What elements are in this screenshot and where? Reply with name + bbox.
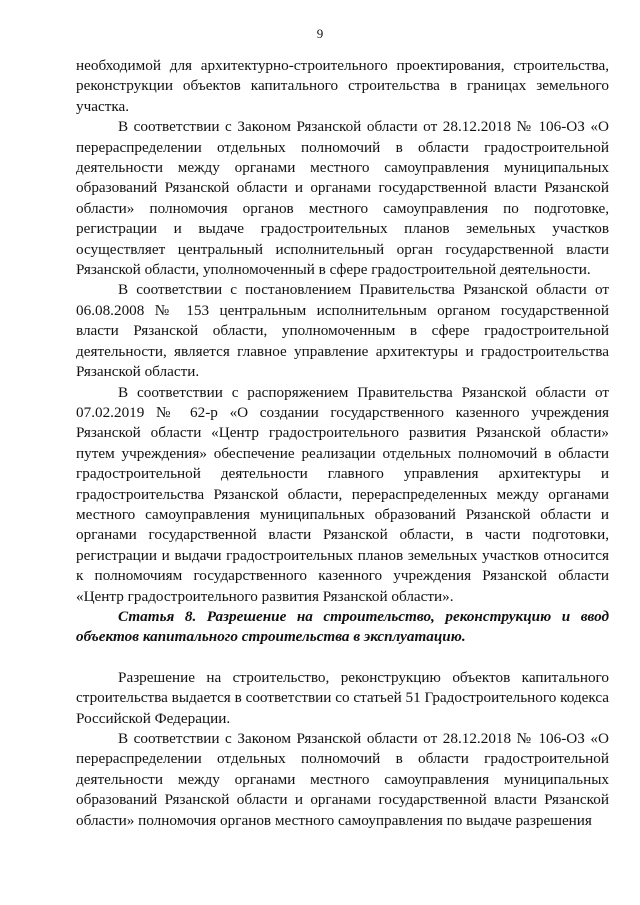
paragraph: В соответствии с Законом Рязанской области от 28.12.2018 № 106-ОЗ «О перераспределении отдельных полномочий в области градостроительной деятельности между органами местного самоуправления муниципальных образований Рязанской области и органами государственной власти Рязанской области» полномочия органов местного самоуправления по подготовке, регистрации и выдаче градостроительных планов земельных участков осуществляет центральный исполнительный орган государственной власти Рязанской области, уполномоченный в сфере градостроительной деятельности. — [76, 118, 609, 279]
paragraph: В соответствии с распоряжением Правительства Рязанской области от 07.02.2019 № 62-р «О создании государственного казенного учреждения Рязанской области «Центр градостроительного развития Рязанской области» путем учреждения» обеспечение реализации отдельных полномочий в области градостроительной деятельности главного управления архитектуры и градостроительства Рязанской области, перераспределенных между органами местного самоуправления муниципальных образований Рязанской области и органами государственной власти Рязанской области, в части подготовки, регистрации и выдачи градостроительных планов земельных участков относится к полномочиям государственного казенного учреждения Рязанской области «Центр градостроительного развития Рязанской области». — [76, 383, 609, 605]
article-heading: Статья 8. Разрешение на строительство, реконструкцию и ввод объектов капитального строительства в эксплуатацию. — [76, 607, 609, 646]
paragraph: В соответствии с Законом Рязанской области от 28.12.2018 № 106-ОЗ «О перераспределении отдельных полномочий в области градостроительной деятельности между органами местного самоуправления муниципальных образований Рязанской области и органами государственной власти Рязанской области» полномочия органов местного самоуправления по выдаче разрешения — [76, 730, 609, 829]
document-body — [76, 56, 609, 831]
page-number: 9 — [316, 26, 324, 41]
paragraph-continuation: необходимой для архитектурно-строительного проектирования, строительства, реконструкции объектов капитального строительства в границах земельного участка. — [76, 57, 609, 115]
paragraph: В соответствии с постановлением Правительства Рязанской области от 06.08.2008 № 153 центральным исполнительным органом государственной власти Рязанской области, уполномоченным в сфере градостроительной деятельности, является главное управление архитектуры и градостроительства Рязанской области. — [76, 281, 609, 381]
paragraph: Разрешение на строительство, реконструкцию объектов капитального строительства выдается в соответствии со статьей 51 Градостроительного кодекса Российской Федерации. — [76, 668, 609, 727]
